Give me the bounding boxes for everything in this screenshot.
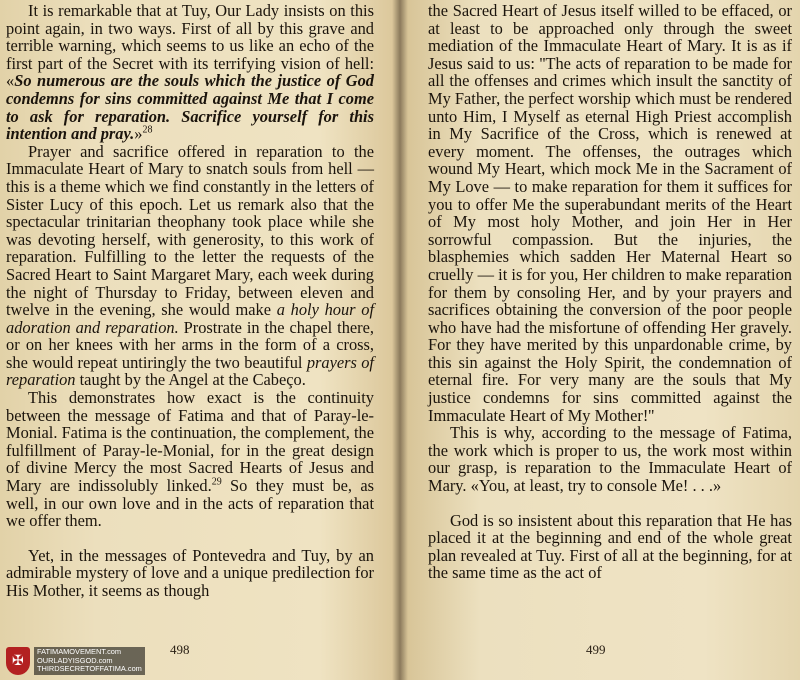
paragraph bbox=[6, 389, 374, 530]
watermark-text bbox=[34, 647, 145, 674]
text-run: Prayer and sacrifice offered in reparation to the Immaculate Heart of Mary to snatch souls from hell — this is a theme which we find constantly in the letters of Sister Lucy of this epoch. Let us remark also that the spectacular trinitarian theophany took place while she was devoting herself, with generosity, to this work of reparation. Fulfilling to the letter the requests of the Sacred Heart to Saint Margaret Mary, each week during the night of Thursday to Friday, between eleven and twelve in the evening, she would make bbox=[6, 141, 374, 320]
paragraph: Yet, in the messages of Pontevedra and Tuy, by an admirable mystery of love and a unique predilection for His Mother, it seems as though bbox=[6, 545, 374, 600]
quote-emphasis: So numerous are the souls which the justice of God condemns for sins committed against Me that I come to ask for reparation. Sacrifice yourself for this intention and pray. bbox=[6, 71, 374, 144]
paragraph bbox=[6, 2, 374, 143]
text-run: taught by the Angel at the Cabeço. bbox=[75, 370, 306, 390]
paragraph: God is so insistent about this reparation that He has placed it at the beginning and end of the whole great plan revealed at Tuy. First of all at the beginning, for at the same time as the act of bbox=[428, 510, 792, 583]
text-run: So they must be, as well, in our own love and in the acts of reparation that we offer them. bbox=[6, 476, 374, 531]
emphasis: a holy hour of adoration and reparation. bbox=[6, 300, 375, 337]
cross-seal-icon: ✠ bbox=[6, 647, 30, 675]
text-run: » bbox=[134, 124, 143, 144]
watermark-line: OURLADYISGOD.com bbox=[37, 655, 113, 665]
footnote-ref: 29 bbox=[211, 476, 222, 488]
text-run: It is remarkable that at Tuy, Our Lady insists on this point again, in two ways. First of all by this grave and terrible warning, which seems to us like an echo of the first part of the Secret with its terrifying vision of hell: « bbox=[6, 1, 374, 91]
page-number: 498 bbox=[170, 642, 190, 657]
right-page-text bbox=[428, 2, 792, 582]
paragraph bbox=[6, 143, 374, 389]
page-number: 499 bbox=[586, 642, 606, 657]
watermark-line: FATIMAMOVEMENT.com bbox=[37, 647, 122, 657]
left-page-text bbox=[6, 2, 374, 600]
right-page bbox=[400, 0, 800, 680]
emphasis: prayers of reparation bbox=[6, 352, 374, 390]
paragraph: This is why, according to the message of Fatima, the work which is proper to us, the work most within our grasp, is reparation to the Immaculate Heart of Mary. «You, at least, try to console Me! . . .» bbox=[428, 423, 792, 496]
text-run: This demonstrates how exact is the continuity between the message of Fatima and that of Paray-le-Monial. Fatima is the continuation, the complement, the fulfillment of Paray-le-Monial, for in the great design of divine Mercy the most Sacred Hearts of Jesus and Mary are indissolubly linked. bbox=[6, 388, 374, 496]
watermark-line: THIRDSECRETOFFATIMA.com bbox=[37, 664, 142, 674]
text-run: Prostrate in the chapel there, or on her knees with her arms in the form of a cross, she would repeat untiringly the two beautiful bbox=[6, 317, 374, 372]
paragraph: the Sacred Heart of Jesus itself willed to be effaced, or at least to be approached only through the sweet mediation of the Immaculate Heart of Mary. It is as if Jesus said to us: ''The acts of reparation to be made for all the offenses and crimes which insult the sanctity of My Father, the perfect worship which must be rendered unto Him, I Myself as eternal High Priest accomplish in My Sacrifice of the Cross, which is renewed at every moment. The offenses, the outrages which wound My Heart, which mock Me in the Sacrament of My Love — to make reparation for them it suffices for you to offer Me the superabundant merits of the Heart of My most holy Mother, and join Her in Her sorrowful compassion. But the injuries, the blasphemies which sadden Her Maternal Heart so cruelly — it is for you, Her children to make reparation for them by consoling Her, and by your prayers and sacrifices obtaining the conversion of the poor people who have had the misfortune of offending Her gravely. For they have merited by this unpardonable crime, by this sin against the Holy Spirit, the condemnation of eternal fire. For very many are the souls that My justice condemns for sins committed against the Immaculate Heart of My Mother!'' bbox=[428, 1, 792, 425]
watermark bbox=[6, 646, 145, 676]
footnote-ref: 28 bbox=[142, 124, 153, 136]
